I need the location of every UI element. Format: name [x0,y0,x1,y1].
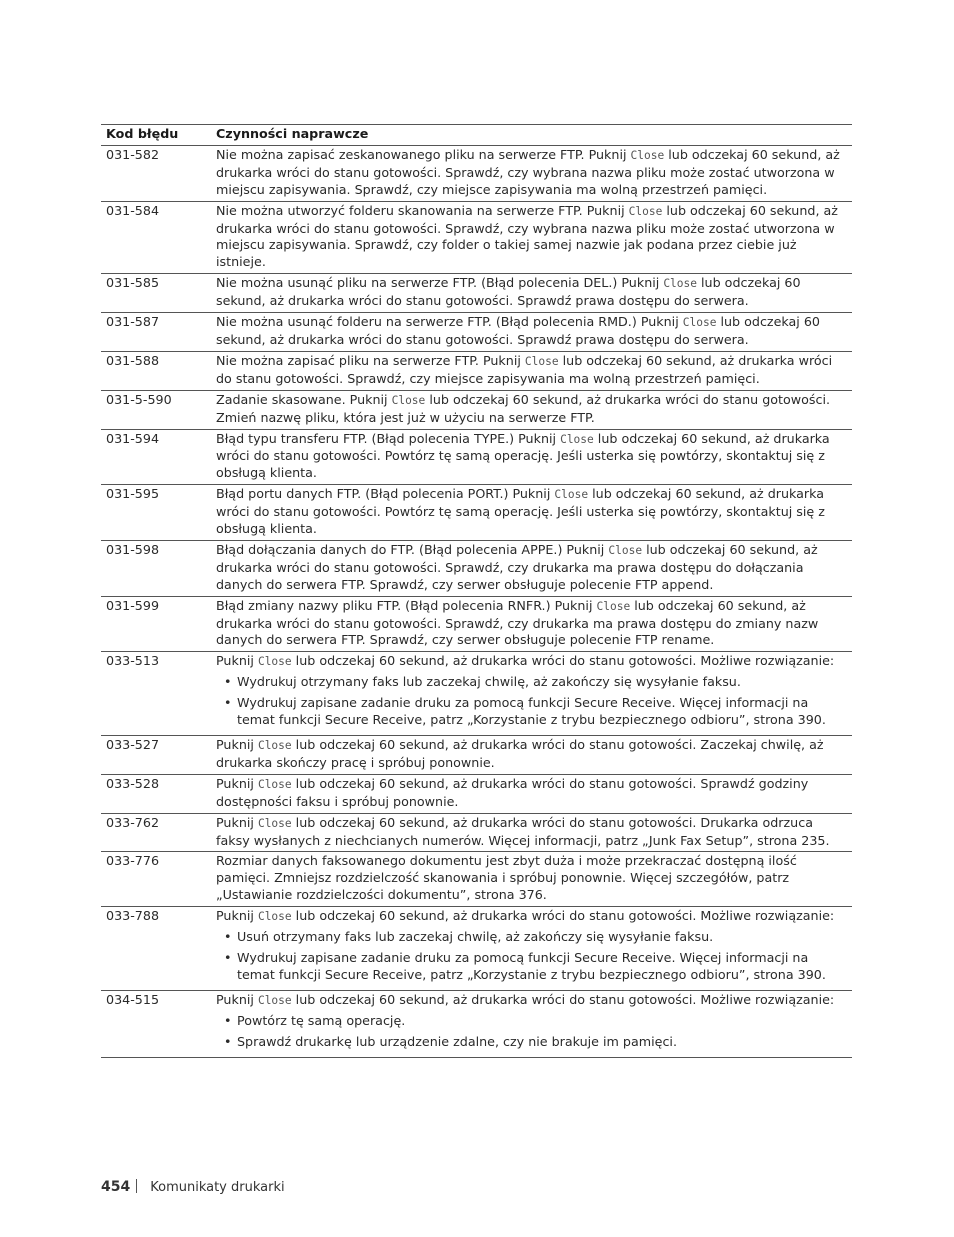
close-button-label: Close [663,277,697,291]
error-code-cell: 031-585 [101,274,211,313]
action-text-segment: lub odczekaj 60 sekund, aż drukarka wróci do stanu gotowości. Sprawdź, czy wybrana nazwa pliku może zostać utworzona w miejscu zapisywania. Sprawdź, czy folder o takiej samej nazwie jak podana przez ciebie już istnieje. [216,202,838,270]
action-text-segment: lub odczekaj 60 sekund, aż drukarka wróci do stanu gotowości. Zaczekaj chwilę, aż drukarka skończy pracę i spróbuj ponownie. [216,737,824,770]
table-row [101,596,852,652]
action-text [216,353,847,388]
solution-list-item: • Powtórz tę samą operację. [216,1013,847,1030]
action-cell [211,351,852,390]
close-button-label: Close [608,543,643,557]
table-row [101,540,852,596]
action-text [216,147,847,199]
page-number: 454 [101,1179,131,1195]
table-row [101,813,852,852]
error-code-cell: 033-513 [101,652,211,736]
action-text [216,431,847,483]
action-text [216,542,847,594]
error-code-table [101,124,852,1058]
action-text-segment: lub odczekaj 60 sekund, aż drukarka wróci do stanu gotowości. Sprawdź godziny dostępności faksu i spróbuj ponownie. [216,775,809,809]
table-row [101,990,852,1057]
action-text-segment: lub odczekaj 60 sekund, aż drukarka wróci do stanu gotowości. Drukarka odrzuca faksy wysłanych z niechcianych numerów. Więcej informacji, patrz „Junk Fax Setup”, strona 235. [216,814,830,848]
action-text-segment: Rozmiar danych faksowanego dokumentu jest zbyt duża i może przekraczać dostępną ilość pamięci. Zmniejsz rozdzielczość skanowania i spróbuj ponownie. Więcej szczegółów, patrz „Ustawianie rozdzielczości dokumentu”, strona 376. [216,853,797,903]
table-row [101,907,852,991]
close-button-label: Close [257,739,292,752]
action-text-segment: lub odczekaj 60 sekund, aż drukarka wróci do stanu gotowości. Sprawdź, czy wybrana nazwa pliku może zostać utworzona w miejscu zapisywania. Sprawdź, czy miejsce zapisywania ma wolną przestrzeń pamięci. [216,146,840,197]
table-row [101,652,852,736]
table-row [101,774,852,813]
close-button-label: Close [596,599,631,613]
action-text-segment: Nie można zapisać pliku na serwerze FTP. Puknij [216,352,525,368]
footer-section-title: Komunikaty drukarki [150,1180,285,1195]
action-cell [211,852,852,907]
action-text-segment: lub odczekaj 60 sekund, aż drukarka wróci do stanu gotowości. Sprawdź, czy miejsce zapisywania ma wolną przestrzeń pamięci. [216,352,833,386]
table-row [101,390,852,429]
close-button-label: Close [630,148,665,162]
error-code-cell: 031-582 [101,145,211,201]
action-text-segment: Nie można usunąć pliku na serwerze FTP. (Błąd polecenia DEL.) Puknij [216,275,664,291]
error-code-cell: 031-598 [101,540,211,596]
solution-list [216,1013,847,1051]
action-cell [211,485,852,541]
error-code-cell: 031-5-590 [101,390,211,429]
action-text [216,737,847,772]
error-code-cell: 031-584 [101,201,211,274]
error-code-cell: 031-594 [101,429,211,485]
solution-list-item: • Usuń otrzymany faks lub zaczekaj chwilę, aż zakończy się wysyłanie faksu. [216,929,847,946]
error-code-cell: 031-599 [101,596,211,652]
action-text-segment: lub odczekaj 60 sekund, aż drukarka wróci do stanu gotowości. Możliwe rozwiązanie: [291,653,835,669]
action-text [216,275,847,310]
footer-divider [136,1179,137,1193]
solution-list [216,674,847,729]
close-button-label: Close [257,816,292,830]
page-footer [101,1179,285,1195]
table-row [101,201,852,274]
action-text [216,908,847,926]
action-text-segment: lub odczekaj 60 sekund, aż drukarka wróci do stanu gotowości. Zmień nazwę pliku, która jest już w użyciu na serwerze FTP. [216,391,831,425]
action-cell [211,774,852,813]
action-text [216,815,847,850]
action-text-segment: lub odczekaj 60 sekund, aż drukarka wróci do stanu gotowości. Sprawdź prawa dostępu do serwera. [216,275,801,309]
action-text-segment: Puknij [216,775,258,791]
error-code-cell: 031-595 [101,485,211,541]
action-text-segment: Błąd zmiany nazwy pliku FTP. (Błąd polecenia RNFR.) Puknij [216,597,597,613]
action-text-segment: Puknij [216,908,258,924]
action-cell [211,313,852,352]
action-text-segment: Nie można usunąć folderu na serwerze FTP. (Błąd polecenia RMD.) Puknij [216,314,683,330]
action-text-segment: lub odczekaj 60 sekund, aż drukarka wróci do stanu gotowości. Możliwe rozwiązanie: [291,908,835,924]
action-cell [211,274,852,313]
action-text-segment: lub odczekaj 60 sekund, aż drukarka wróci do stanu gotowości. Powtórz tę samą operację. Jeśli usterka się powtórzy, skontaktuj się z obsługą klienta. [216,486,825,537]
table-row [101,485,852,541]
table-row [101,852,852,907]
error-code-cell: 033-776 [101,852,211,907]
action-cell [211,390,852,429]
column-header-code: Kod błędu [101,125,211,146]
action-text [216,992,847,1010]
table-row [101,736,852,775]
error-code-cell: 033-762 [101,813,211,852]
close-button-label: Close [628,204,663,218]
table-header-row [101,125,852,146]
action-text-segment: lub odczekaj 60 sekund, aż drukarka wróci do stanu gotowości. Sprawdź prawa dostępu do serwera. [216,314,820,347]
action-cell [211,736,852,775]
action-text-segment: Puknij [216,653,258,669]
error-code-cell: 033-788 [101,907,211,991]
action-text-segment: lub odczekaj 60 sekund, aż drukarka wróci do stanu gotowości. Sprawdź, czy drukarka ma prawa dostępu do dołączania danych do serwera FTP. Sprawdź, czy serwer obsługuje polecenie FTP append. [216,541,818,592]
close-button-label: Close [524,354,559,368]
solution-list-item: • Wydrukuj zapisane zadanie druku za pomocą funkcji Secure Receive. Więcej informacji na temat funkcji Secure Receive, patrz „Korzystanie z trybu bezpiecznego odbioru”, strona 390. [216,950,847,984]
action-text-segment: Nie można zapisać zeskanowanego pliku na serwerze FTP. Puknij [216,146,631,162]
close-button-label: Close [257,655,292,669]
action-cell [211,145,852,201]
table-row [101,274,852,313]
action-text-segment: Nie można utworzyć folderu skanowania na serwerze FTP. Puknij [216,202,629,218]
action-text-segment: Błąd typu transferu FTP. (Błąd polecenia TYPE.) Puknij [216,430,561,446]
error-code-cell: 031-587 [101,313,211,352]
action-cell [211,201,852,274]
table-body [101,145,852,1057]
error-code-cell: 031-588 [101,351,211,390]
close-button-label: Close [257,993,292,1007]
action-text-segment: Błąd portu danych FTP. (Błąd polecenia PORT.) Puknij [216,486,555,502]
action-text-segment: lub odczekaj 60 sekund, aż drukarka wróci do stanu gotowości. Powtórz tę samą operację. Jeśli usterka się powtórzy, skontaktuj się z obsługą klienta. [216,430,830,481]
action-text [216,203,847,272]
action-cell [211,596,852,652]
action-text-segment: lub odczekaj 60 sekund, aż drukarka wróci do stanu gotowości. Możliwe rozwiązanie: [291,991,835,1007]
action-text [216,392,847,427]
table-row [101,145,852,201]
solution-list-item: • Sprawdź drukarkę lub urządzenie zdalne, czy nie brakuje im pamięci. [216,1034,847,1051]
close-button-label: Close [391,393,426,407]
action-text [216,653,847,671]
error-code-table-container [101,124,852,1058]
close-button-label: Close [682,316,717,330]
action-text-segment: Zadanie skasowane. Puknij [216,391,392,407]
action-text [216,486,847,538]
column-header-actions: Czynności naprawcze [211,125,852,146]
action-text [216,598,847,650]
error-code-cell: 033-528 [101,774,211,813]
close-button-label: Close [560,432,594,446]
close-button-label: Close [257,777,292,791]
error-code-cell: 033-527 [101,736,211,775]
close-button-label: Close [257,910,292,924]
action-text-segment: lub odczekaj 60 sekund, aż drukarka wróci do stanu gotowości. Sprawdź, czy drukarka ma prawa dostępu do zmiany nazw danych do serwera FTP. Sprawdź, czy serwer obsługuje polecenie FTP rename. [216,597,819,648]
action-text [216,853,847,904]
action-text-segment: Puknij [216,814,258,830]
action-text-segment: Puknij [216,737,258,752]
action-cell [211,907,852,991]
close-button-label: Close [554,488,589,502]
action-cell [211,540,852,596]
solution-list [216,929,847,984]
table-row [101,351,852,390]
action-cell [211,652,852,736]
action-cell [211,429,852,485]
action-text [216,776,847,811]
action-cell [211,813,852,852]
table-row [101,429,852,485]
action-text-segment: Błąd dołączania danych do FTP. (Błąd polecenia APPE.) Puknij [216,541,609,557]
action-text-segment: Puknij [216,991,258,1007]
action-text [216,314,847,349]
table-row [101,313,852,352]
solution-list-item: • Wydrukuj otrzymany faks lub zaczekaj chwilę, aż zakończy się wysyłanie faksu. [216,674,847,691]
solution-list-item: • Wydrukuj zapisane zadanie druku za pomocą funkcji Secure Receive. Więcej informacji na temat funkcji Secure Receive, patrz „Korzystanie z trybu bezpiecznego odbioru”, strona 390. [216,695,847,729]
action-cell [211,990,852,1057]
error-code-cell: 034-515 [101,990,211,1057]
